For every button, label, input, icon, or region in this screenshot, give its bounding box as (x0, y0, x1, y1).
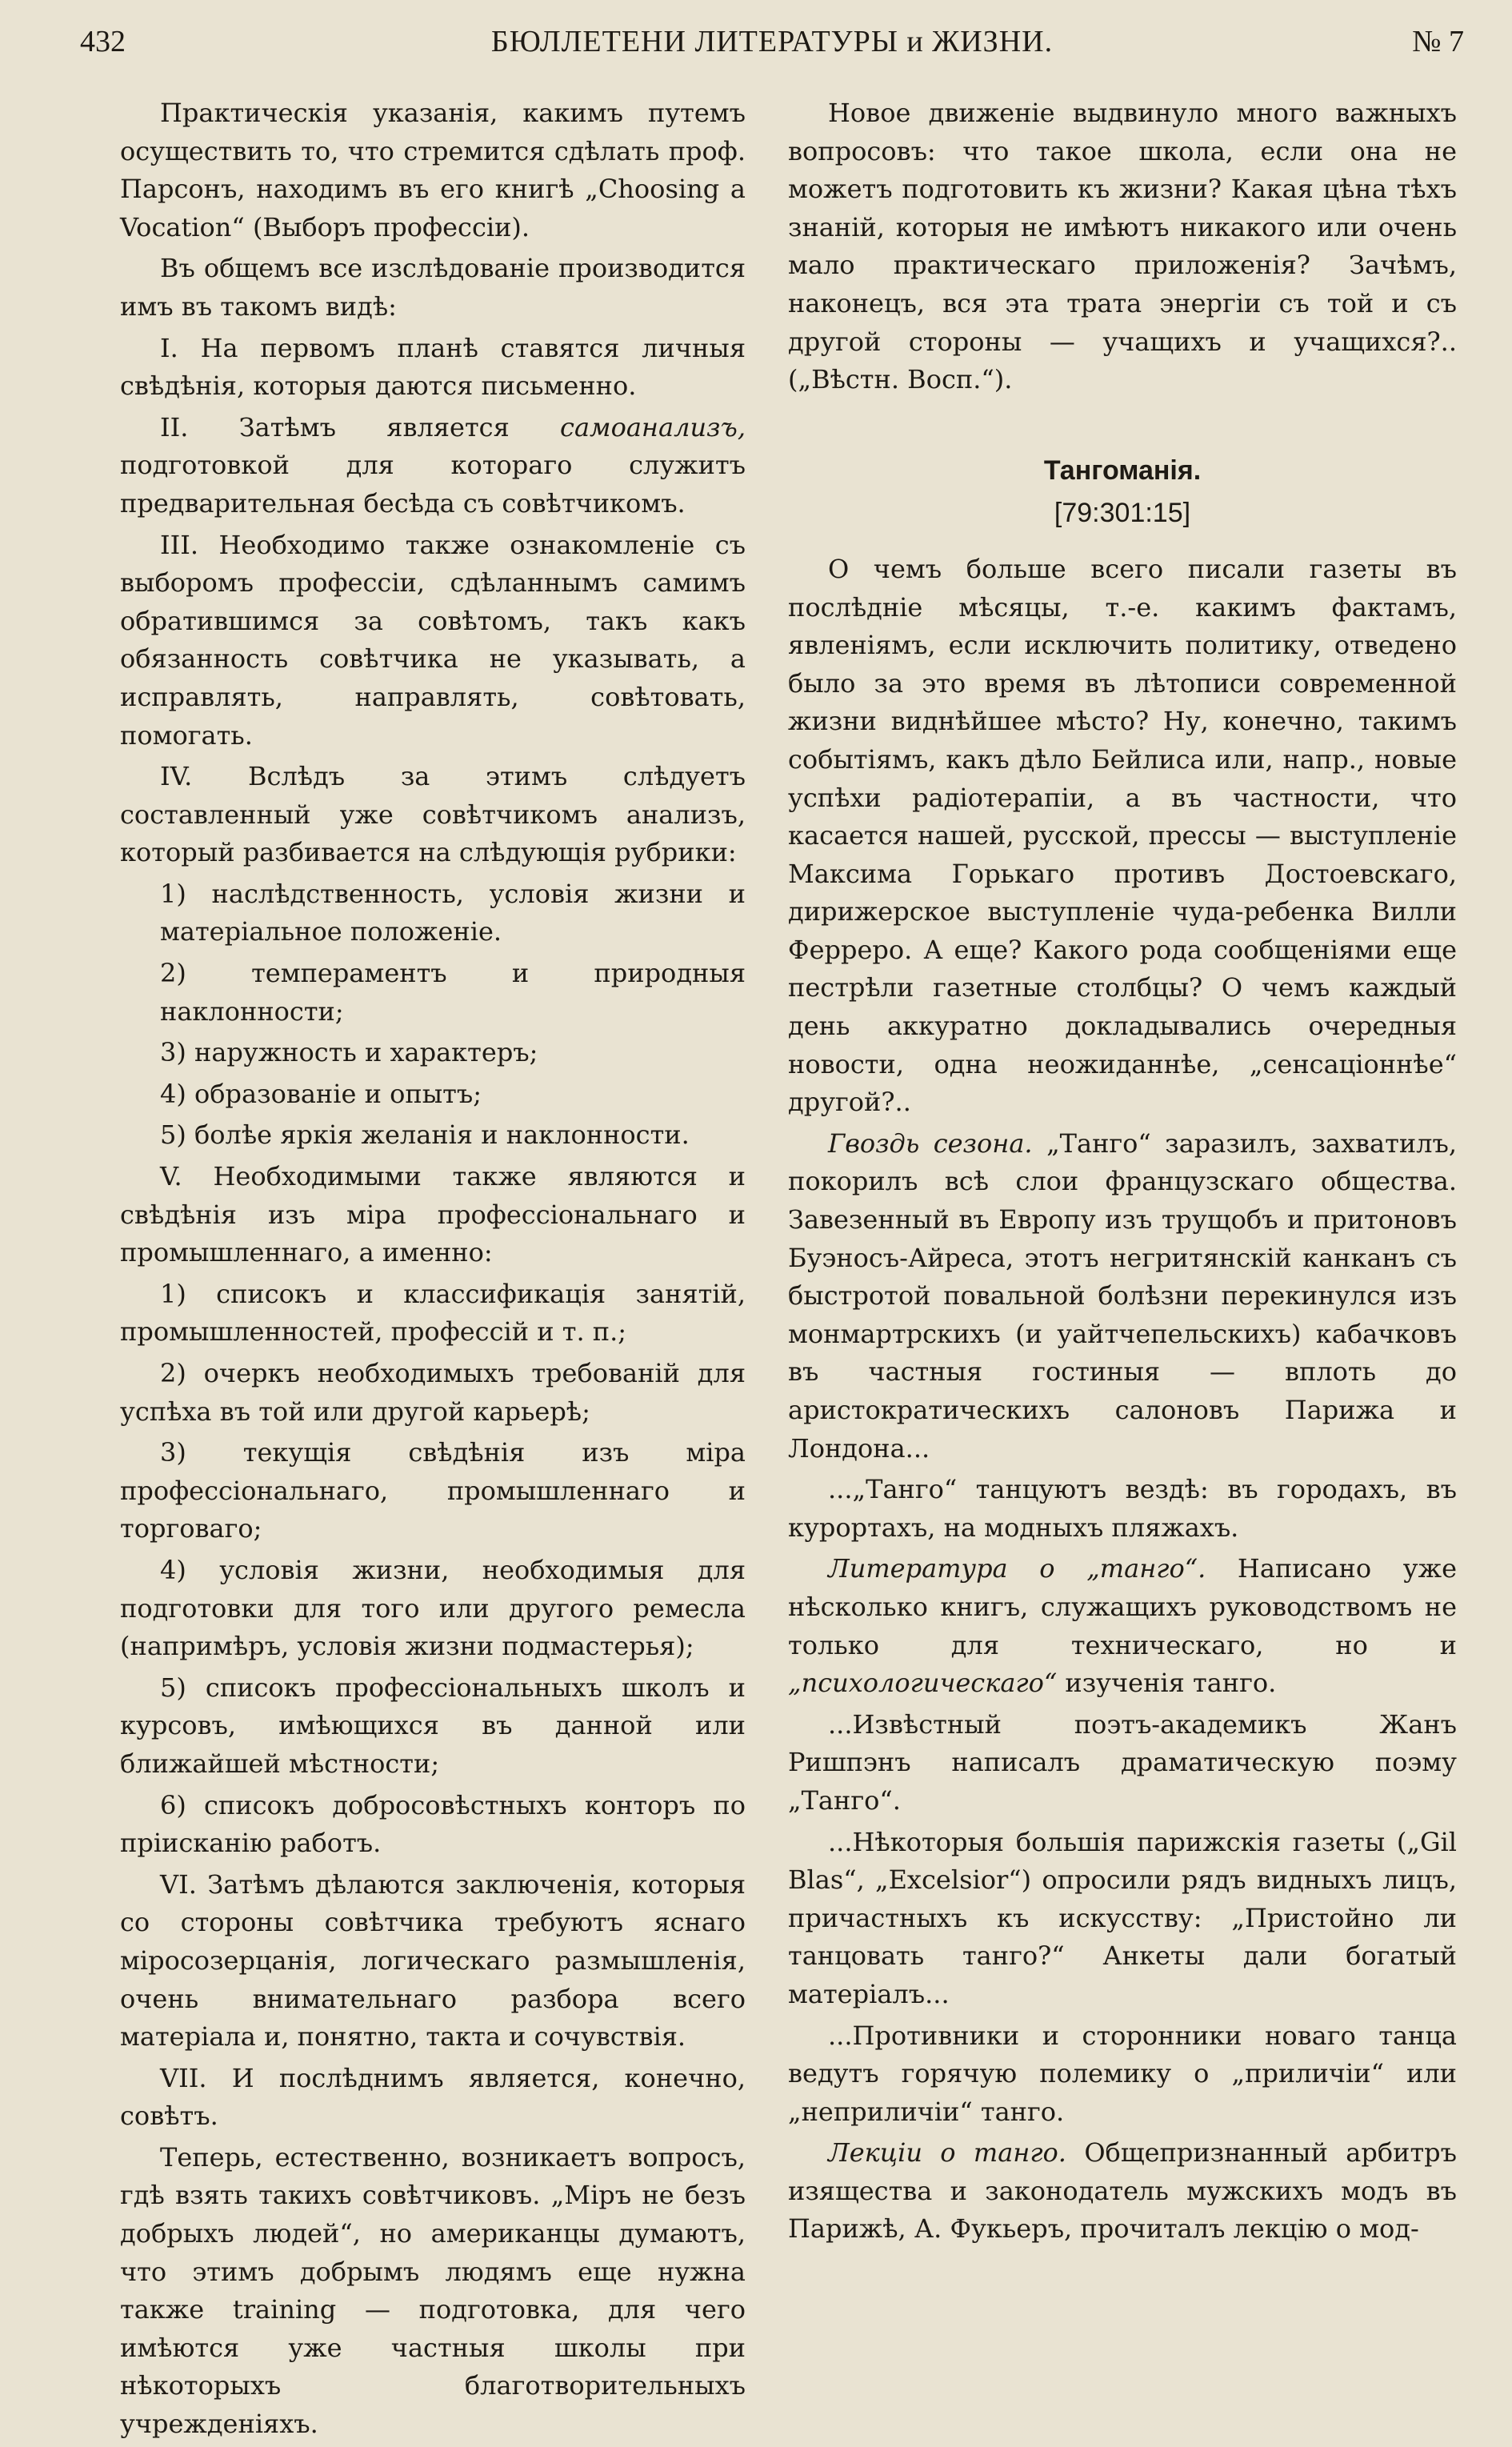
paragraph: III. Необходимо также ознакомленіе съ выборомъ профессіи, сдѣланнымъ самимъ обратившимся за совѣтомъ, такъ какъ обязанность совѣтчика не указывать, а исправлять, направлять, совѣтовать, помогать. (120, 529, 746, 751)
paragraph: VI. Затѣмъ дѣлаются заключенія, которыя со стороны совѣтчика требуютъ яснаго міросозерцанія, логическаго размышленія, очень внимательнаго разбора всего матеріала и, понятно, такта и сочувствія. (120, 1868, 746, 2053)
list-item: 6) списокъ добросовѣстныхъ конторъ по пріисканію работъ. (120, 1789, 746, 1859)
text-run: Написано уже нѣсколько книгъ, служащихъ руководствомъ не только для техническаго, но и (788, 1553, 1457, 1660)
paragraph: V. Необходимыми также являются и свѣдѣнія изъ міра профессіональнаго и промышленнаго, а именно: (120, 1161, 746, 1268)
paragraph (788, 1550, 1457, 1702)
paragraph: ...„Танго“ танцуютъ вездѣ: въ городахъ, въ курортахъ, на модныхъ пляжахъ. (788, 1474, 1457, 1543)
paragraph: Теперь, естественно, возникаетъ вопросъ, гдѣ взять такихъ совѣтчиковъ. „Міръ не безъ добрыхъ людей“, но американцы думаютъ, что этимъ добрымъ людямъ еще нужна также training — подготовка, для чего имѣются уже частныя школы при нѣкоторыхъ благотворительныхъ учрежденіяхъ. (120, 2141, 746, 2440)
paragraph: ...Нѣкоторыя большія парижскія газеты („Gil Blas“, „Excelsior“) опросили рядъ видныхъ лицъ, причастныхъ къ искусству: „Пристойно ли танцовать танго?“ Анкеты дали богатый матеріалъ... (788, 1826, 1457, 2009)
list-item: 4) образованіе и опытъ; (160, 1078, 482, 1109)
journal-title: БЮЛЛЕТЕНИ ЛИТЕРАТУРЫ и ЖИЗНИ. (490, 25, 1054, 58)
emphasis: Литература о „танго“. (828, 1553, 1206, 1584)
paragraph: Новое движеніе выдвинуло много важныхъ вопросовъ: что такое школа, если она не можетъ подготовить къ жизни? Какая цѣна тѣхъ знаній, которыя не имѣютъ никакого или очень мало практическаго приложенія? Зачѣмъ, наконецъ, вся эта трата энергіи съ той и съ другой стороны — учащихъ и учащихся?.. („Вѣстн. Восп.“). (788, 98, 1457, 395)
list-item: 4) условія жизни, необходимыя для подготовки для того или другого ремесла (напримѣръ, условія жизни подмастерья); (120, 1554, 746, 1662)
paragraph (120, 409, 746, 523)
section-reference: [79:301:15] (1054, 498, 1191, 529)
section-heading: Тангоманія. (1043, 455, 1202, 486)
list-item: 1) списокъ и классификація занятій, промышленностей, профессій и т. п.; (120, 1278, 746, 1348)
paragraph: I. На первомъ планѣ ставятся личныя свѣдѣнія, которыя даются письменно. (120, 332, 746, 402)
issue-number: № 7 (1412, 25, 1464, 58)
paragraph: ...Извѣстный поэтъ-академикъ Жанъ Ришпэнъ написалъ драматическую поэму „Танго“. (788, 1708, 1457, 1816)
text-run: изученія танго. (1057, 1668, 1277, 1699)
paragraph: О чемъ больше всего писали газеты въ послѣдніе мѣсяцы, т.-е. какимъ фактамъ, явленіямъ, если исключить политику, отведено было за это время въ лѣтописи современной жизни виднѣйшее мѣсто? Ну, конечно, такимъ событіямъ, какъ дѣло Бейлиса или, напр., новые успѣхи радіотерапіи, а въ частности, что касается нашей, русской, прессы — выступленіе Максима Горькаго противъ Достоевскаго, дирижерское выступленіе чуда-ребенка Вилли Ферреро. А еще? Какого рода сообщеніями еще пестрѣли газетные столбцы? О чемъ каждый день аккуратно докладывались очередныя новости, одна неожиданнѣе, „сенсаціоннѣе“ другой?.. (788, 553, 1457, 1118)
paragraph (788, 1125, 1457, 1468)
list-item: 2) темпераментъ и природныя наклонности; (160, 958, 746, 1027)
paragraph: ...Противники и сторонники новаго танца ведутъ горячую полемику о „приличіи“ или „неприличіи“ танго. (788, 2020, 1457, 2127)
list-item: 3) текущія свѣдѣнія изъ міра профессіональнаго, промышленнаго и торговаго; (120, 1437, 746, 1544)
emphasis: „психологическаго“ (788, 1668, 1058, 1699)
page-number: 432 (80, 25, 126, 58)
list-item: 5) болѣе яркія желанія и наклонности. (160, 1119, 690, 1151)
paragraph (788, 2134, 1457, 2249)
text-run: „Танго“ заразилъ, захватилъ, покорилъ всѣ слои французскаго общества. Завезенный въ Европу изъ трущобъ и притоновъ Буэносъ-Айреса, этотъ негритянскій канканъ съ быстротой повальной болѣзни перекинулся изъ монмартрскихъ (и уайтчепельскихъ) кабачковъ въ частныя гостиныя — вплоть до аристократическихъ салоновъ Парижа и Лондона... (788, 1127, 1458, 1464)
list-item: 1) наслѣдственность, условія жизни и матеріальное положеніе. (160, 878, 746, 947)
list-item: 2) очеркъ необходимыхъ требованій для успѣха въ той или другой карьерѣ; (120, 1358, 746, 1427)
text-run: подготовкой для котораго служитъ предварительная бесѣда съ совѣтчикомъ. (120, 450, 746, 519)
paragraph: VII. И послѣднимъ является, конечно, совѣтъ. (120, 2062, 746, 2132)
list-item: 3) наружность и характеръ; (160, 1037, 538, 1068)
emphasis: Лекціи о танго. (828, 2137, 1066, 2169)
right-column (788, 94, 1457, 2252)
emphasis: самоанализъ, (560, 411, 746, 443)
paragraph: IV. Вслѣдъ за этимъ слѣдуетъ составленный уже совѣтчикомъ анализъ, который разбивается на слѣдующія рубрики: (120, 761, 746, 868)
left-column (120, 94, 746, 2447)
text-run: Общепризнанный арбитръ изящества и законодатель мужскихъ модъ въ Парижѣ, А. Фукьеръ, прочиталъ лекцію о мод- (788, 2137, 1458, 2245)
list-item: 5) списокъ профессіональныхъ школъ и курсовъ, имѣющихся въ данной или ближайшей мѣстности; (120, 1672, 746, 1779)
paragraph: Практическія указанія, какимъ путемъ осуществить то, что стремится сдѣлать проф. Парсонъ, находимъ въ его книгѣ „Choosing a Vocation“ (Выборъ профессіи). (120, 98, 746, 242)
page-header (80, 18, 1464, 66)
paragraph: Въ общемъ все изслѣдованіе производится имъ въ такомъ видѣ: (120, 253, 746, 322)
emphasis: Гвоздь сезона. (828, 1127, 1033, 1159)
text-run: II. Затѣмъ является (160, 411, 561, 443)
